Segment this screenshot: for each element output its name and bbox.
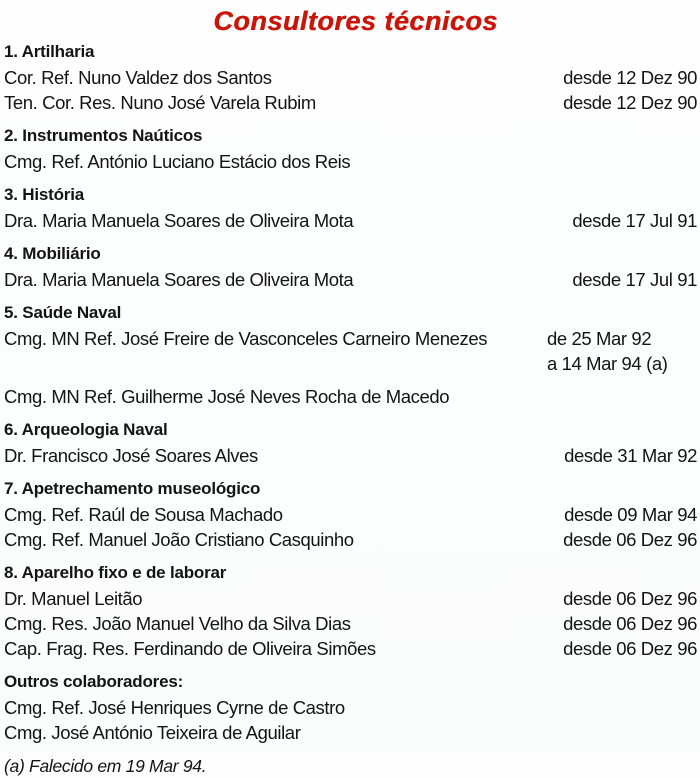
consultant-row [4,502,697,527]
section-heading: 1. Artilharia [4,42,95,61]
consultant-row [4,267,697,292]
consultant-row [4,149,697,174]
section-artilharia [4,42,697,115]
consultant-date: desde 12 Dez 90 [563,92,697,113]
section-heading: 5. Saúde Naval [4,303,122,322]
consultant-name: Cmg. MN Ref. Guilherme José Neves Rocha de Macedo [4,386,450,407]
consultant-row [4,695,697,720]
consultant-name: Cmg. Ref. Manuel João Cristiano Casquinho [4,529,354,550]
section-heading: 7. Apetrechamento museológico [4,479,261,498]
consultant-date: desde 06 Dez 96 [563,588,697,609]
consultant-row [4,65,697,90]
footnote: (a) Falecido em 19 Mar 94. [4,756,207,776]
section-instrumentos-nauticos [4,126,697,174]
date-range-start: de 25 Mar 92 [547,328,652,349]
consultant-date: desde 31 Mar 92 [564,445,697,466]
consultant-row [4,90,697,115]
consultant-name: Cap. Frag. Res. Ferdinando de Oliveira Simões [4,638,376,659]
consultant-row [4,384,697,409]
section-historia [4,185,697,233]
consultant-date-range [547,326,697,376]
section-aparelho-fixo [4,563,697,661]
section-heading: 4. Mobiliário [4,244,101,263]
consultant-row [4,443,697,468]
section-mobiliario [4,244,697,292]
consultant-date: desde 09 Mar 94 [564,504,697,525]
consultant-row [4,586,697,611]
consultant-name: Cmg. Ref. José Henriques Cyrne de Castro [4,697,345,718]
consultant-row [4,527,697,552]
consultant-date: desde 06 Dez 96 [563,613,697,634]
page-title: Consultores técnicos [213,6,498,36]
consultant-name: Dr. Manuel Leitão [4,588,143,609]
consultant-row [4,636,697,661]
consultant-date: desde 17 Jul 91 [572,210,697,231]
section-heading: 3. História [4,185,84,204]
consultant-name: Cmg. MN Ref. José Freire de Vasconceles Carneiro Menezes [4,328,488,349]
consultant-name: Cmg. José António Teixeira de Aguilar [4,722,301,743]
date-range-end: a 14 Mar 94 (a) [547,353,668,374]
section-heading: 6. Arqueologia Naval [4,420,168,439]
consultant-date: desde 12 Dez 90 [563,67,697,88]
consultant-row [4,720,697,745]
consultant-row [4,326,697,376]
consultant-name: Cmg. Res. João Manuel Velho da Silva Dias [4,613,351,634]
section-heading: Outros colaboradores: [4,672,184,691]
consultant-name: Cor. Ref. Nuno Valdez dos Santos [4,67,272,88]
consultant-row [4,611,697,636]
consultant-name: Dra. Maria Manuela Soares de Oliveira Mota [4,210,354,231]
section-apetrechamento-museologico [4,479,697,552]
consultant-date: desde 17 Jul 91 [572,269,697,290]
section-heading: 2. Instrumentos Naúticos [4,126,203,145]
consultant-date: desde 06 Dez 96 [563,529,697,550]
section-saude-naval [4,303,697,409]
section-heading: 8. Aparelho fixo e de laborar [4,563,227,582]
consultant-name: Cmg. Ref. Raúl de Sousa Machado [4,504,283,525]
section-outros-colaboradores [4,672,697,745]
section-arqueologia-naval [4,420,697,468]
consultant-date: desde 06 Dez 96 [563,638,697,659]
consultant-name: Cmg. Ref. António Luciano Estácio dos Reis [4,151,351,172]
consultant-name: Dr. Francisco José Soares Alves [4,445,258,466]
consultant-name: Dra. Maria Manuela Soares de Oliveira Mota [4,269,354,290]
consultant-row [4,208,697,233]
consultant-name: Ten. Cor. Res. Nuno José Varela Rubim [4,92,316,113]
